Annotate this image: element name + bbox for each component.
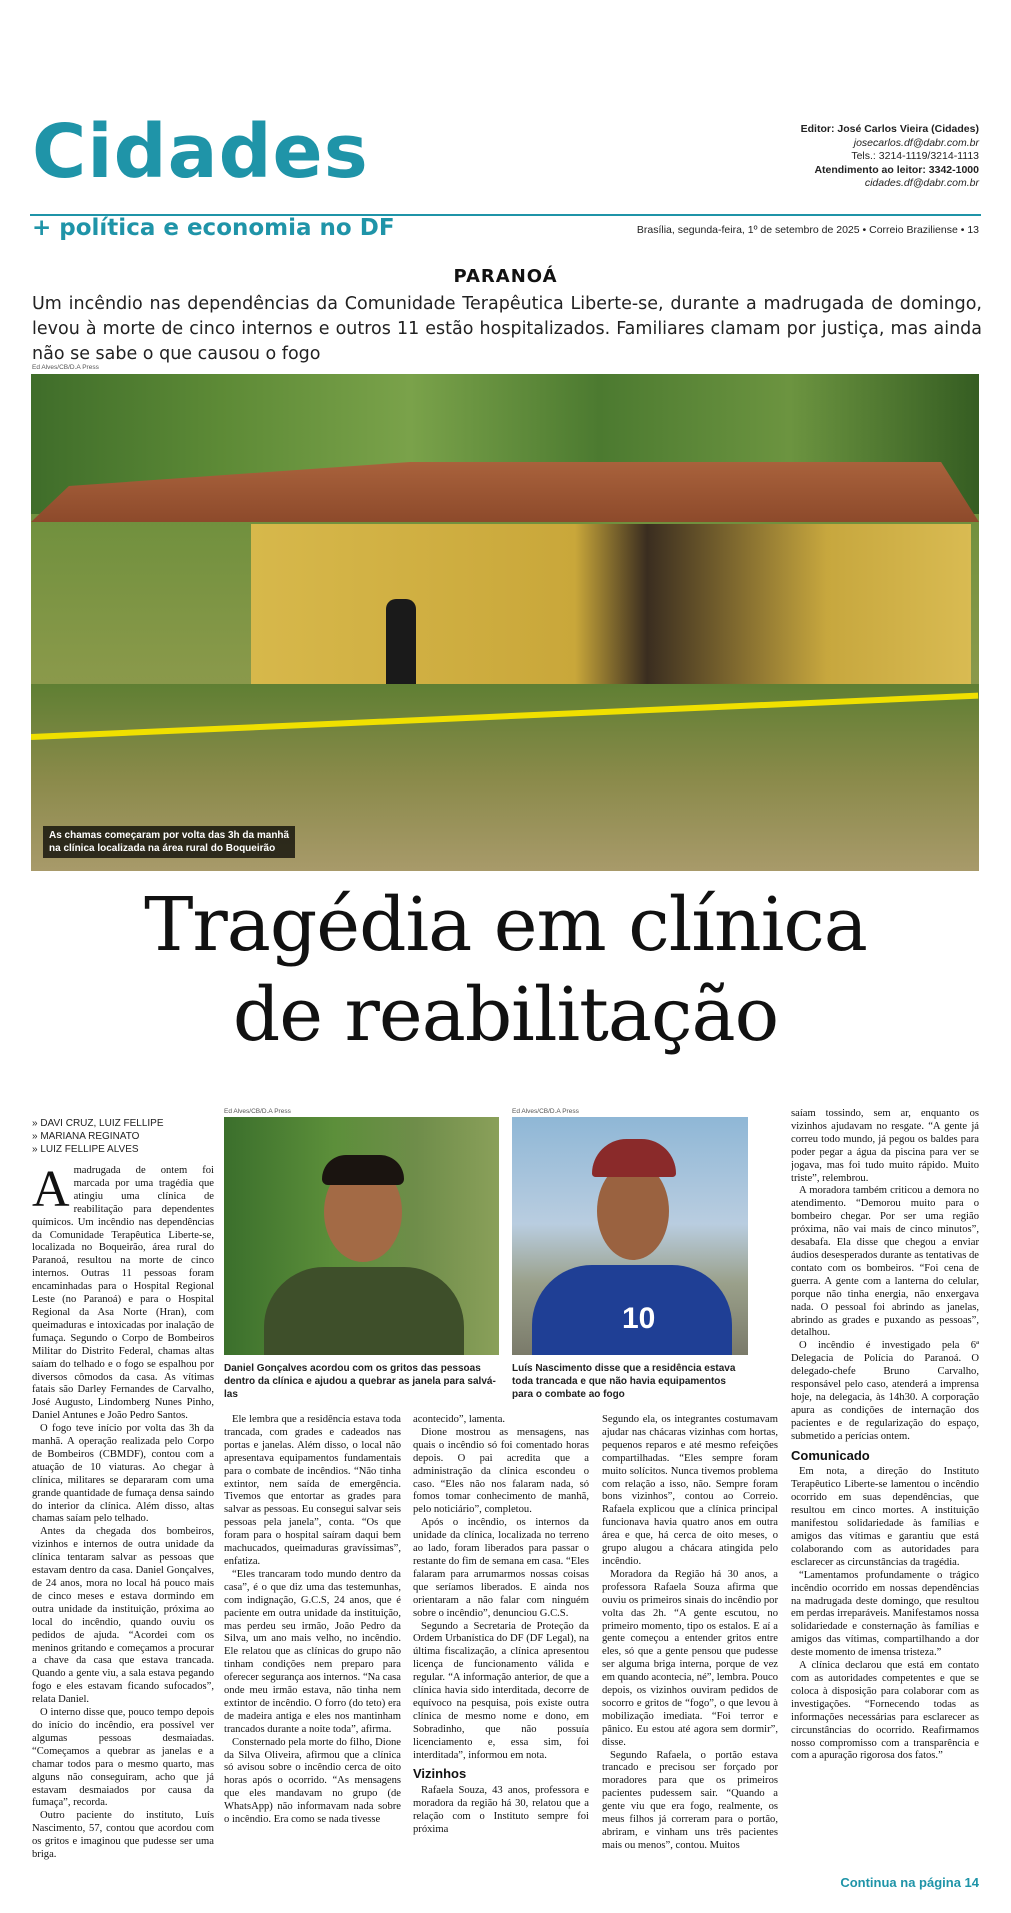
continues-on-page-link[interactable]: Continua na página 14 (840, 1875, 979, 1890)
editor-info (801, 123, 979, 191)
paragraph-text: madrugada de ontem foi marcada por uma tragédia que atingiu uma clínica de reabilitação para dependentes químicos. Um incêndio nas dependências da Comunidade Terapêutica Liberte-se, localizada no Boqueirão, área rural do Paranoá, resultou na morte de cinco internos. Outras 11 pessoas foram encaminhadas para o Hospital Regional Leste (no Paranoá) e para o Hospital Regional da Asa Norte (Hran), com queimaduras e intoxicadas por inalação de fumaça. Segundo o Corpo de Bombeiros Militar do Distrito Federal, chamas altas saíam do telhado e o fogo se espalhou por diversos cômodos da casa. As vítimas fatais são Darley Fernandes de Carvalho, José Augusto, Lindomberg Nunes Pinho, Daniel Antunes e João Pedro Santos. (32, 1165, 214, 1422)
section-logo: Cidades (32, 109, 369, 195)
bylines (32, 1117, 164, 1156)
paragraph: Consternado pela morte do filho, Dione da Silva Oliveira, afirmou que a clínica só avisou sobre o incêndio cerca de oito horas após o ocorrido. “As mensagens que eles mandavam no grupo (de WhatsApp) não informavam nada sobre o incêndio. Era como se nada tivesse (224, 1736, 401, 1826)
reader-service: Atendimento ao leitor: 3342-1000 (814, 163, 979, 176)
portrait-luis (512, 1117, 748, 1355)
paragraph: saíam tossindo, sem ar, enquanto os vizinhos ajudavam no resgate. “A gente já correu todo mundo, já pegou os baldes para poder pegar a água da piscina para ver se jogava, mas foi tudo muito rápido. Muito triste”, relembrou. (791, 1108, 979, 1184)
paragraph: O fogo teve início por volta das 3h da manhã. A operação realizada pelo Corpo de Bombeiros (CBMDF), contou com a atuação de 10 viaturas. Ao chegar à clínica, militares se depararam com uma grande quantidade de fumaça densa saindo do interior da clínica. Além disso, altas chamas saíam pelo telhado. (32, 1423, 214, 1525)
portrait-hair (322, 1155, 404, 1185)
byline: » LUIZ FELLIPE ALVES (32, 1144, 139, 1155)
paragraph: “Lamentamos profundamente o trágico incêndio ocorrido em nossas dependências na madrugada deste domingo, que resultou em perdas irreparáveis. Manifestamos nossa solidariedade e consternação às famílias e amigos das vítimas, compartilhando a dor deste momento de imensa tristeza.” (791, 1569, 979, 1659)
paragraph: Segundo a Secretaria de Proteção da Ordem Urbanística do DF (DF Legal), na última fiscalização, a clínica apresentou licença de funcionamento válida e regular. “A informação anterior, de que a clínica havia sido interditada, decorre de equívoco na pesquisa, pois existe outra clínica de mesmo nome e dono, em Sobradinho, que não possuía licenciamento e, essa sim, foi interditada”, informou em nota. (413, 1620, 589, 1761)
paragraph: Após o incêndio, os internos da unidade da clínica, localizada no terreno ao lado, foram liberados para passar o restante do fim de semana em casa. “Eles falaram para arrumarmos nossas coisas que seríamos liberados. E ainda nos orientaram a não falar com ninguém sobre o incêndio”, denunciou G.C.S. (413, 1517, 589, 1619)
hero-photo-credit: Ed Alves/CB/D.A Press (32, 364, 99, 371)
portrait-daniel (224, 1117, 499, 1355)
hero-caption (43, 826, 295, 858)
byline: » MARIANA REGINATO (32, 1131, 140, 1142)
hero-caption-line2: na clínica localizada na área rural do Boqueirão (49, 843, 276, 854)
section-kicker: PARANOÁ (453, 266, 558, 287)
editor-name: Editor: José Carlos Vieira (Cidades) (800, 123, 979, 135)
paragraph: O interno disse que, pouco tempo depois do início do incêndio, era possível ver algumas pessoas desmaiadas. “Começamos a quebrar as janelas e a chamar todos para o mesmo quarto, mas alguns não conseguiram, acho que já estavam desmaiados por causa da fumaça”, recorda. (32, 1707, 214, 1809)
paragraph: A moradora também criticou a demora no atendimento. “Demorou muito para o bombeiro chegar. Por ser uma região próxima, não vai mais de cinco minutos”, desabafa. Ela disse que chegou a enviar áudios desesperados durante as tentativas de contato com os bombeiros. “Foi cena de guerra. A gente com a lanterna do celular, porque não tinha energia, não enxergava nada. O pessoal foi abrindo as janelas, abrindo as grades e puxando as pessoas”, detalhou. (791, 1185, 979, 1339)
headline-line1: Tragédia em clínica (144, 882, 867, 968)
byline: » DAVI CRUZ, LUIZ FELLIPE (32, 1118, 164, 1129)
subhead-comunicado: Comunicado (791, 1447, 870, 1463)
drop-cap: A (32, 1165, 70, 1218)
portrait-shirt (264, 1267, 464, 1355)
article-column-2 (224, 1414, 401, 1870)
paragraph: Em nota, a direção do Instituto Terapêutico Liberte-se lamentou o incêndio ocorrido em suas dependências, que resultou em cinco mortes. A instituição manifestou solidariedade às famílias e amigos das vítimas e garantiu que está colaborando com as autoridades para esclarecer as circunstâncias da tragédia. (791, 1466, 979, 1568)
photo-left-caption: Daniel Gonçalves acordou com os gritos das pessoas dentro da clínica e ajudou a quebrar as janela para salvá-las (224, 1363, 496, 1400)
article-lead: Um incêndio nas dependências da Comunidade Terapêutica Liberte-se, durante a madrugada de domingo, levou à morte de cinco internos e outros 11 estão hospitalizados. Familiares clamam por justiça, mas ainda não se sabe o que causou o fogo (32, 294, 982, 364)
article-column-3 (413, 1414, 589, 1870)
photo-officer (386, 599, 416, 689)
paragraph: Segundo Rafaela, o portão estava trancado e precisou ser forçado por moradores para que os primeiros pacientes pudessem sair. “Quando a gente viu que era fogo, realmente, os meus filhos já correram para o portão, abriram, e vinham uns três pacientes mais ou menos”, contou. Muitos (602, 1749, 778, 1851)
dateline: Brasília, segunda-feira, 1º de setembro de 2025 • Correio Braziliense • 13 (636, 224, 979, 236)
editor-phones: Tels.: 3214-1119/3214-1113 (851, 150, 979, 162)
paragraph: “Eles trancaram todo mundo dentro da casa”, é o que diz uma das testemunhas, com indignação, G.C.S, 24 anos, que é paciente em outra unidade da instituição, mas perdeu seu irmão, João Pedro da Silva, um ano mais velho, no incêndio. Ele relatou que as clínicas do grupo não tinham condições nem preparo para oferecer segurança aos internos. “Na casa onde meu irmão estava, não tinha nem extintor de incêndio. O forro (do teto) era de madeira antiga e eles nos mantinham trancados durante a noite toda”, afirma. (224, 1568, 401, 1735)
paragraph: Antes da chegada dos bombeiros, vizinhos e internos de outra unidade da clínica tentaram salvar as pessoas que estavam dentro da casa. Daniel Gonçalves, de 24 anos, mora no local há pouco mais de cinco meses e estava dormindo em outra unidade da instituição, próxima ao local do incêndio, quando ouviu os pedidos de ajuda. “Acordei com os meninos gritando e começamos a procurar a chave da casa que estava trancada. Quando a gente viu, a sala estava pegando fogo e eles estavam ficando sufocados”, relata Daniel. (32, 1526, 214, 1706)
paragraph: A clínica declarou que está em contato com as autoridades competentes e que se coloca à disposição para colaborar com as investigações. “Fornecendo todas as informações necessárias para esclarecer as circunstâncias do ocorrido. Reafirmamos nosso compromisso com a transparência e com a apuração rigorosa dos fatos.” (791, 1660, 979, 1762)
article-column-5 (791, 1108, 979, 1863)
paragraph: Segundo ela, os integrantes costumavam ajudar nas chácaras vizinhas com hortas, pequenos reparos e até mesmo refeições compartilhadas. “Eles sempre foram muito solícitos. Nunca tivemos problema com relação a isso, não. Sempre foram bons vizinhos”, contou ao Correio. Rafaela explicou que a clínica principal funcionava havia quatro anos em outra área e que, há cerca de oito meses, o grupo alugou a chácara atingida pelo incêndio. (602, 1414, 778, 1567)
paragraph: acontecido”, lamenta. (413, 1414, 506, 1425)
headline (0, 880, 1011, 1060)
article-column-1 (32, 1165, 214, 1865)
portrait-cap (592, 1139, 676, 1177)
photo-house-wall (251, 524, 971, 684)
paragraph: Moradora da Região há 30 anos, a professora Rafaela Souza afirma que ouviu os primeiros sinais do incêndio por volta das 2h. “A gente escutou, no primeiro momento, tipo os estalos. E aí a gente começou a entender gritos entre eles, só que a gente pensou que pudesse ser alguma briga interna, porque de vez em quando acontecia, né”, lembra. Pouco depois, os vizinhos ouviram pedidos de socorro e gritos de “fogo”, o que levou à mobilização imediata. “Foi terror e pânico. Eu estou até agora sem dormir”, disse. (602, 1568, 778, 1748)
photo-right-caption: Luís Nascimento disse que a residência estava toda trancada e que não havia equipamentos para o combate ao fogo (512, 1363, 736, 1400)
section-subtitle: + política e economia no DF (32, 215, 395, 241)
shirt-number: 10 (622, 1302, 656, 1335)
photo-left-credit: Ed Alves/CB/D.A Press (224, 1108, 291, 1115)
hero-photo (31, 374, 979, 871)
hero-caption-line1: As chamas começaram por volta das 3h da manhã (49, 830, 290, 841)
reader-email[interactable]: cidades.df@dabr.com.br (864, 177, 979, 189)
paragraph: Outro paciente do instituto, Luís Nascimento, 57, contou que acordou com os gritos e imaginou que pudesse ser uma briga. (32, 1810, 214, 1861)
headline-line2: de reabilitação (232, 972, 779, 1058)
article-column-4 (602, 1414, 778, 1870)
editor-email[interactable]: josecarlos.df@dabr.com.br (853, 136, 979, 149)
subhead-vizinhos: Vizinhos (413, 1766, 467, 1782)
paragraph: O incêndio é investigado pela 6ª Delegacia de Polícia do Paranoá. O delegado-chefe Bruno Carvalho, responsável pelo caso, atenderá a imprensa hoje, na delegacia, às 14h30. A corporação apura as condições de internação dos pacientes e de regularização do espaço, submetido a perícias ontem. (791, 1340, 979, 1442)
paragraph: Rafaela Souza, 43 anos, professora e moradora da região há 30, relatou que a relação com o Instituto sempre foi próxima (413, 1785, 589, 1836)
paragraph: Dione mostrou as mensagens, nas quais o incêndio só foi comentado horas depois. O pai acredita que a administração da clínica escondeu o caso. “Eles não nos falaram nada, só fomos tomar conhecimento de manhã, pelo noticiário”, completou. (413, 1426, 589, 1516)
paragraph (32, 1165, 214, 1423)
paragraph: Ele lembra que a residência estava toda trancada, com grades e cadeados nas portas e janelas. Além disso, o local não apresentava equipamentos fundamentais para o combate de incêndios. “Não tinha extintor, nem saída de emergência. Tivemos que entortar as grades para salvar as pessoas. Eu consegui salvar seis pessoas pela janela”, conta. “Os que foram para o hospital saíram daqui bem machucados, queimaduras gravíssimas”, enfatiza. (224, 1414, 401, 1567)
photo-right-credit: Ed Alves/CB/D.A Press (512, 1108, 579, 1115)
